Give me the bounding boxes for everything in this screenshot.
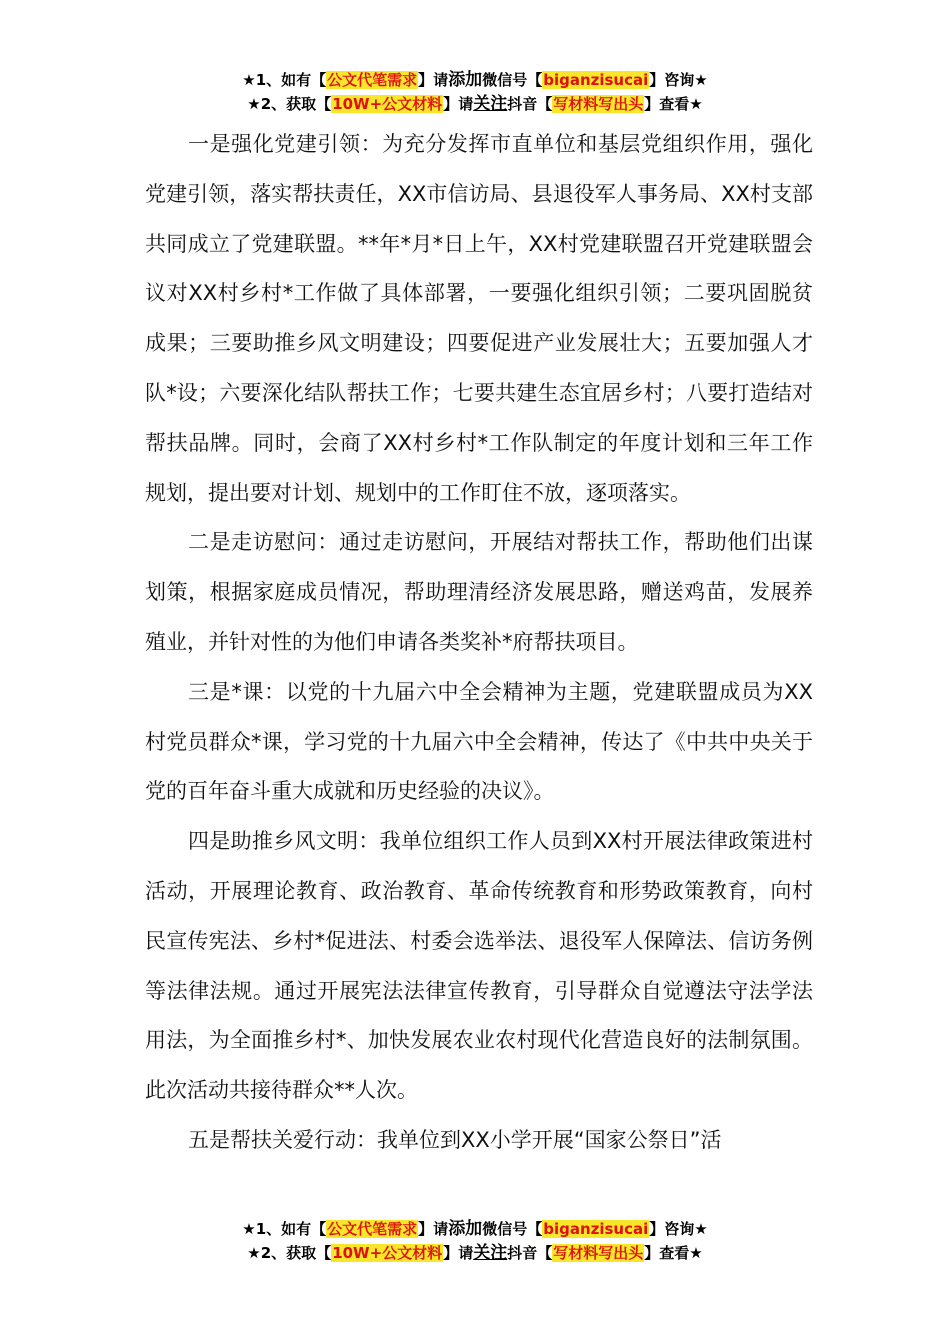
highlight-douyin-account: 写材料写出头 [553,1244,644,1262]
highlight-service: 公文代笔需求 [327,1220,418,1238]
banner-line-2: ★2、获取【10W+公文材料】请关注抖音【写材料写出头】查看★ [247,1243,703,1263]
paragraph-2: 二是走访慰问：通过走访慰问，开展结对帮扶工作，帮助他们出谋划策，根据家庭成员情况，帮助理清经济发展思路，赠送鸡苗，发展养殖业，并针对性的为他们申请各类奖补*府帮扶项目。 [145,530,813,654]
highlight-douyin-account: 写材料写出头 [553,95,644,113]
paragraph-4: 四是助推乡风文明：我单位组织工作人员到XX村开展法律政策进村活动，开展理论教育、政治教育、革命传统教育和形势政策教育，向村民宣传宪法、乡村*促进法、村委会选举法、退役军人保障法、信访务例等法律法规。通过开展宪法法律宣传教育，引导群众自觉遵法守法学法用法，为全面推乡村*、加快发展农业农村现代化营造良好的法制氛围。此次活动共接待群众**人次。 [145,829,813,1103]
paragraph-5: 五是帮扶关爱行动：我单位到XX小学开展“国家公祭日”活 [188,1127,722,1152]
highlight-service: 公文代笔需求 [327,71,418,89]
banner-line-1: ★1、如有【公文代笔需求】请添加微信号【biganzisucai】咨询★ [242,1219,708,1239]
highlight-materials: 10W+公文材料 [332,95,443,113]
header-banner [0,68,950,116]
highlight-wechat-id: biganzisucai [543,1220,649,1238]
footer-banner [0,1217,950,1265]
paragraph-3: 三是*课：以党的十九届六中全会精神为主题，党建联盟成员为XX村党员群众*课，学习党的十九届六中全会精神，传达了《中共中央关于党的百年奋斗重大成就和历史经验的决议》。 [145,679,813,804]
highlight-materials: 10W+公文材料 [332,1244,443,1262]
highlight-wechat-id: biganzisucai [543,71,649,89]
banner-line-1: ★1、如有【公文代笔需求】请添加微信号【biganzisucai】咨询★ [242,70,708,90]
paragraph-1: 一是强化党建引领：为充分发挥市直单位和基层党组织作用，强化党建引领，落实帮扶责任，XX市信访局、县退役军人事务局、XX村支部共同成立了党建联盟。**年*月*日上午，XX村党建联盟召开党建联盟会议对XX村乡村*工作做了具体部署，一要强化组织引领；二要巩固脱贫成果；三要助推乡风文明建设；四要促进产业发展壮大；五要加强人才队*设；六要深化结队帮扶工作；七要共建生态宜居乡村；八要打造结对帮扶品牌。同时，会商了XX村乡村*工作队制定的年度计划和三年工作规划，提出要对计划、规划中的工作盯住不放，逐项落实。 [145,132,813,505]
document-body [145,120,813,1166]
banner-line-2: ★2、获取【10W+公文材料】请关注抖音【写材料写出头】查看★ [247,94,703,114]
